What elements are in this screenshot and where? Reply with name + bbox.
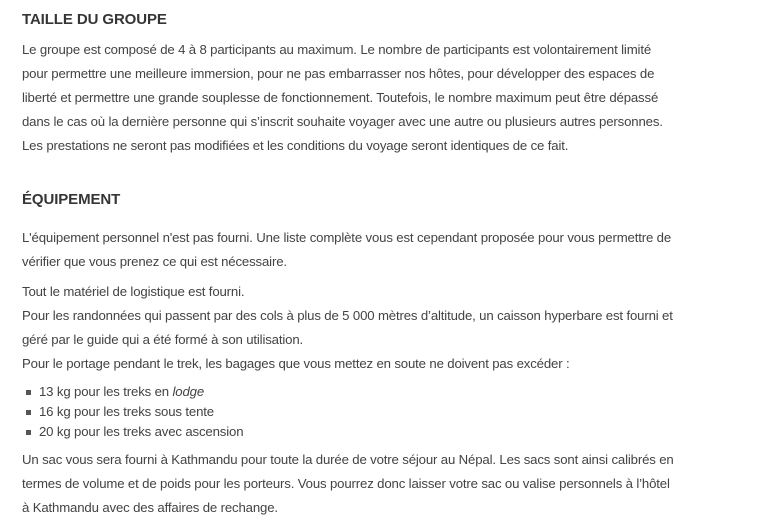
group-size-paragraph [22, 38, 743, 158]
paragraph-line: Le groupe est composé de 4 à 8 participants au maximum. Le nombre de participants est volontairement limité [22, 42, 652, 57]
paragraph-line: Pour le portage pendant le trek, les bagages que vous mettez en soute ne doivent pas excéder : [22, 356, 570, 371]
weight-limits-list [22, 382, 743, 442]
paragraph-line: dans le cas où la dernière personne qui s’inscrit souhaite voyager avec une autre ou plusieurs autres personnes. [22, 114, 663, 129]
square-bullet-icon [26, 410, 31, 415]
list-item [22, 402, 743, 422]
paragraph-line: Les prestations ne seront pas modifiées et les conditions du voyage seront identiques de ce fait. [22, 138, 569, 153]
square-bullet-icon [26, 390, 31, 395]
paragraph-line: liberté et permettre une grande souplesse de fonctionnement. Toutefois, le nombre maximum peut être dépassé [22, 90, 659, 105]
paragraph-line: L'équipement personnel n'est pas fourni. Une liste complète vous est cependant proposée pour vous permettre de [22, 230, 672, 245]
equipment-intro-paragraph [22, 226, 743, 274]
list-item-text: 20 kg pour les treks avec ascension [39, 424, 244, 439]
list-item [22, 422, 743, 442]
section-equipment [22, 190, 743, 520]
paragraph-line: termes de volume et de poids pour les porteurs. Vous pourrez donc laisser votre sac ou valise personnels à l’hôtel [22, 476, 670, 491]
list-item-text: 16 kg pour les treks sous tente [39, 404, 214, 419]
section-group-size [22, 10, 743, 158]
paragraph-line: à Kathmandu avec des affaires de rechange. [22, 500, 278, 515]
paragraph-line: Un sac vous sera fourni à Kathmandu pour toute la durée de votre séjour au Népal. Les sacs sont ainsi calibrés en [22, 452, 674, 467]
section-title-group-size: TAILLE DU GROUPE [22, 11, 167, 28]
section-title-equipment: ÉQUIPEMENT [22, 191, 121, 208]
emphasis-text: lodge [172, 384, 205, 399]
list-item [22, 382, 743, 402]
square-bullet-icon [26, 430, 31, 435]
paragraph-line: Tout le matériel de logistique est fourni. [22, 284, 245, 299]
bag-paragraph [22, 448, 743, 520]
list-item-text: 13 kg pour les treks en lodge [39, 384, 205, 399]
paragraph-line: vérifier que vous prenez ce qui est nécessaire. [22, 254, 287, 269]
logistics-paragraph [22, 280, 743, 376]
paragraph-line: géré par le guide qui a été formé à son utilisation. [22, 332, 304, 347]
paragraph-line: pour permettre une meilleure immersion, pour ne pas embarrasser nos hôtes, pour développer des espaces de [22, 66, 655, 81]
paragraph-line: Pour les randonnées qui passent par des cols à plus de 5 000 mètres d’altitude, un caisson hyperbare est fourni et [22, 308, 673, 323]
